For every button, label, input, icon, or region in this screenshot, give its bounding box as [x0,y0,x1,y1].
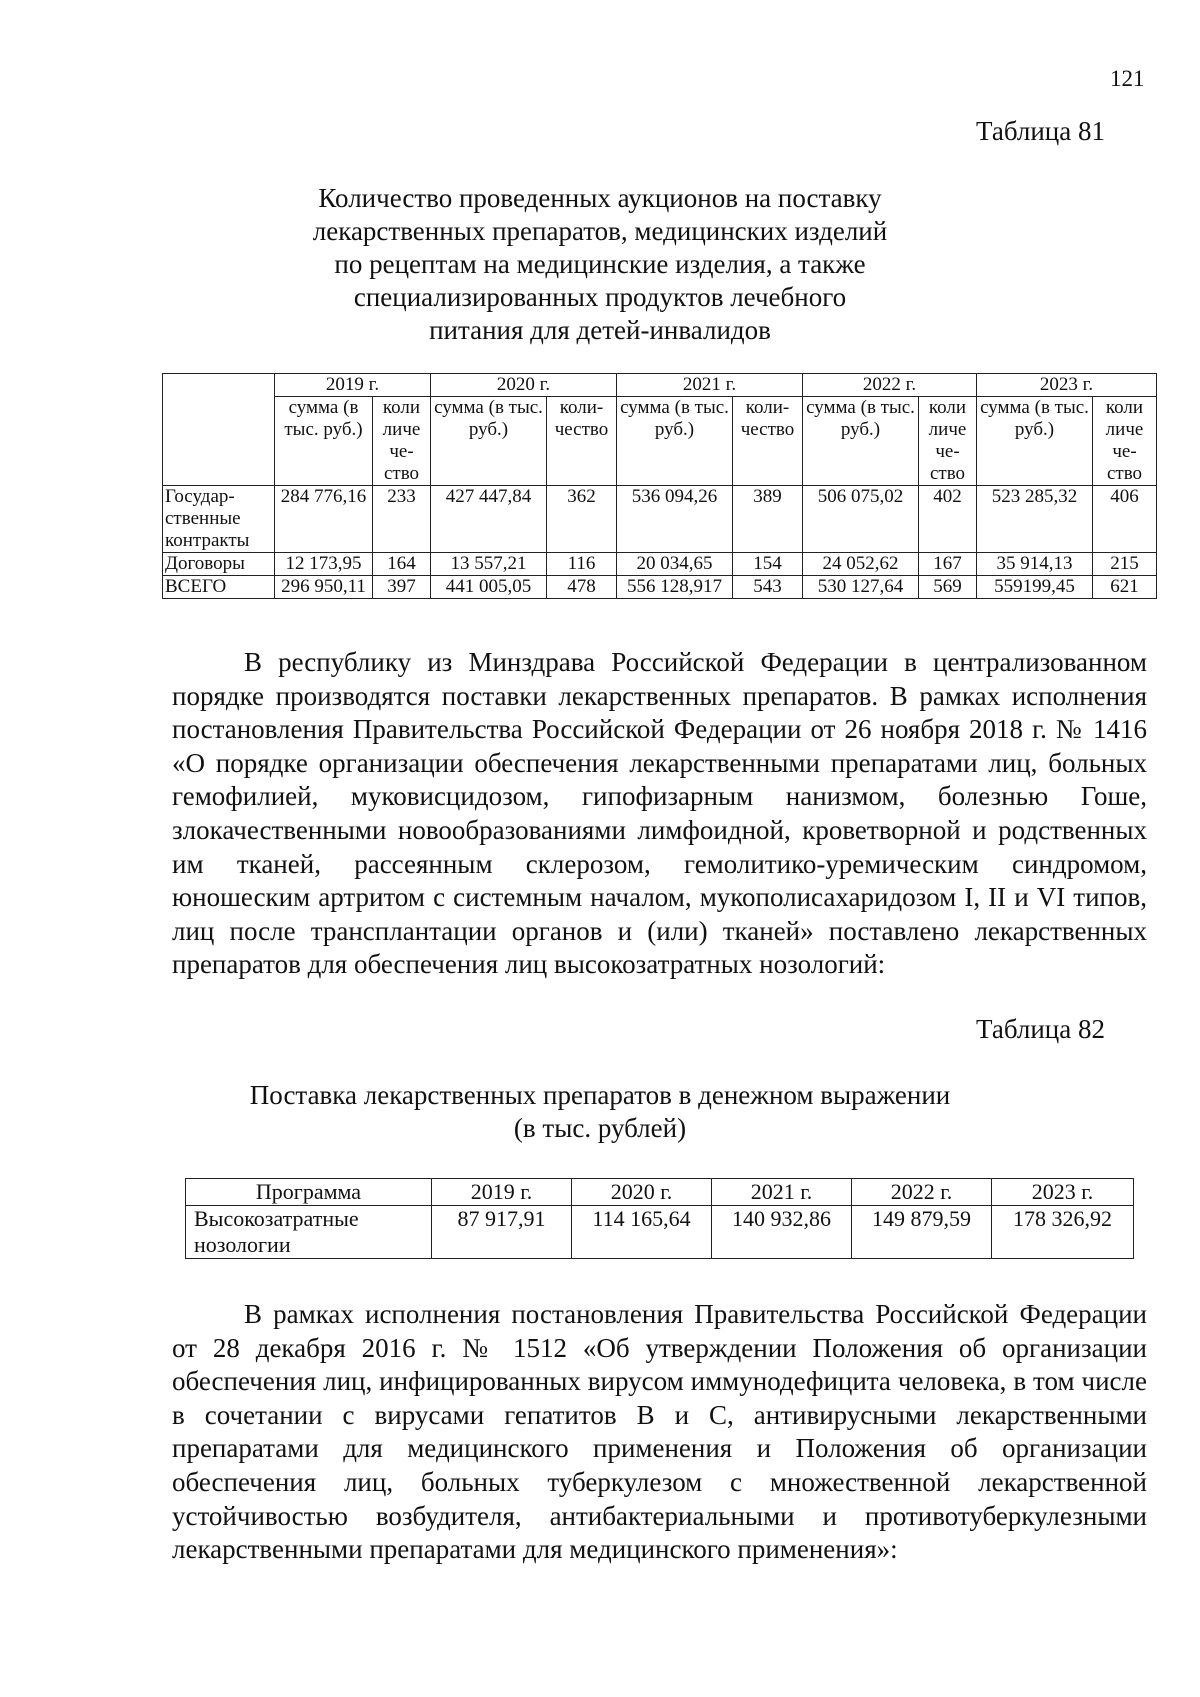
sum-header: сумма (в тыс. руб.) [617,397,733,486]
row-label: Договоры [163,553,275,576]
table-cell: 530 127,64 [803,576,919,599]
year-header: 2023 г. [977,374,1157,397]
table-row [163,576,1157,599]
table-cell: 233 [373,486,431,553]
table-cell: 406 [1093,486,1157,553]
title-line: по рецептам на медицинские изделия, а также [334,249,866,279]
table-cell: 296 950,11 [275,576,373,599]
table-cell: 284 776,16 [275,486,373,553]
supply-table [185,1178,1134,1259]
table-82-title [0,1079,1200,1145]
sum-header: сумма (в тыс. руб.) [977,397,1093,486]
table-cell: 427 447,84 [431,486,547,553]
table-cell: 543 [733,576,803,599]
sum-header: сумма (в тыс. руб.) [275,397,373,486]
year-header: 2021 г. [617,374,803,397]
table-cell: 167 [919,553,977,576]
column-header: 2019 г. [432,1179,572,1206]
table-cell: 569 [919,576,977,599]
row-label: Государ-ственные контракты [163,486,275,553]
table-cell: 12 173,95 [275,553,373,576]
sum-header: сумма (в тыс. руб.) [431,397,547,486]
table-cell: 164 [373,553,431,576]
auctions-table [162,373,1157,599]
year-header: 2019 г. [275,374,431,397]
table-cell: 478 [547,576,617,599]
header-row [186,1179,1134,1206]
count-header: коли-чество [547,397,617,486]
table-cell: 87 917,91 [432,1206,572,1259]
table-cell: 556 128,917 [617,576,733,599]
subheader-row [163,397,1157,486]
paragraph-2 [172,1298,1147,1567]
table-cell: 178 326,92 [992,1206,1134,1259]
title-line: лекарственных препаратов, медицинских изделий [312,216,888,246]
table-cell: 506 075,02 [803,486,919,553]
table-cell: 114 165,64 [572,1206,712,1259]
table-cell: 116 [547,553,617,576]
paragraph-text: В рамках исполнения постановления Правительства Российской Федерации от 28 декабря 2016 г. № 1512 «Об утверждении Положения об организации обеспечения лиц, инфицированных вирусом иммунодефицита человека, в том числе в сочетании с вирусами гепатитов B и C, антивирусными лекарственными препаратами для медицинского применения и Положения об организации обеспечения лиц, больных туберкулезом с множественной лекарственной устойчивостью возбудителя, антибактериальными и противотуберкулезными лекарственными препаратами для медицинского применения»: [172,1299,1147,1565]
column-header: 2022 г. [852,1179,992,1206]
year-header: 2020 г. [431,374,617,397]
table-row [163,553,1157,576]
row-label: ВСЕГО [163,576,275,599]
row-label: Высокозатратные нозологии [186,1206,432,1259]
paragraph-1 [172,646,1147,982]
table-cell: 24 052,62 [803,553,919,576]
table-81-label: Таблица 81 [976,116,1105,146]
table-cell: 20 034,65 [617,553,733,576]
table-cell: 559199,45 [977,576,1093,599]
table-cell: 389 [733,486,803,553]
page-number: 121 [1110,66,1145,91]
title-line: Количество проведенных аукционов на поставку [318,183,882,213]
column-header: 2021 г. [712,1179,852,1206]
year-header-row [163,374,1157,397]
table-cell: 441 005,05 [431,576,547,599]
table-row [186,1206,1134,1259]
table-cell: 215 [1093,553,1157,576]
year-header: 2022 г. [803,374,977,397]
table-cell: 154 [733,553,803,576]
table-cell: 536 094,26 [617,486,733,553]
title-line: Поставка лекарственных препаратов в денежном выражении [249,1080,951,1110]
table-cell: 362 [547,486,617,553]
table-82-label: Таблица 82 [976,1014,1105,1044]
table-cell: 13 557,21 [431,553,547,576]
table-cell: 140 932,86 [712,1206,852,1259]
table-cell: 523 285,32 [977,486,1093,553]
column-header: Программа [186,1179,432,1206]
sum-header: сумма (в тыс. руб.) [803,397,919,486]
table-row [163,486,1157,553]
table-81-title [0,182,1200,347]
paragraph-text: В республику из Минздрава Российской Федерации в централизованном порядке производятся поставки лекарственных препаратов. В рамках исполнения постановления Правительства Российской Федерации от 26 ноября 2018 г. № 1416 «О порядке организации обеспечения лекарственными препаратами лиц, больных гемофилией, муковисцидозом, гипофизарным нанизмом, болезнью Гоше, злокачественными новообразованиями лимфоидной, кроветворной и родственных им тканей, рассеянным склерозом, гемолитико-уремическим синдромом, юношеским артритом с системным началом, мукополисахаридозом I, II и VI типов, лиц после трансплантации органов и (или) тканей» поставлено лекарственных препаратов для обеспечения лиц высокозатратных нозологий: [172,647,1147,980]
column-header: 2023 г. [992,1179,1134,1206]
count-header: коли личе че-ство [919,397,977,486]
count-header: коли личе че-ство [1093,397,1157,486]
title-line: питания для детей-инвалидов [429,315,771,345]
table-cell: 402 [919,486,977,553]
table-cell: 621 [1093,576,1157,599]
count-header: коли личе че-ство [373,397,431,486]
corner-cell [163,374,275,486]
count-header: коли-чество [733,397,803,486]
column-header: 2020 г. [572,1179,712,1206]
title-line: (в тыс. рублей) [513,1113,687,1143]
table-cell: 149 879,59 [852,1206,992,1259]
table-cell: 35 914,13 [977,553,1093,576]
table-cell: 397 [373,576,431,599]
title-line: специализированных продуктов лечебного [353,282,847,312]
